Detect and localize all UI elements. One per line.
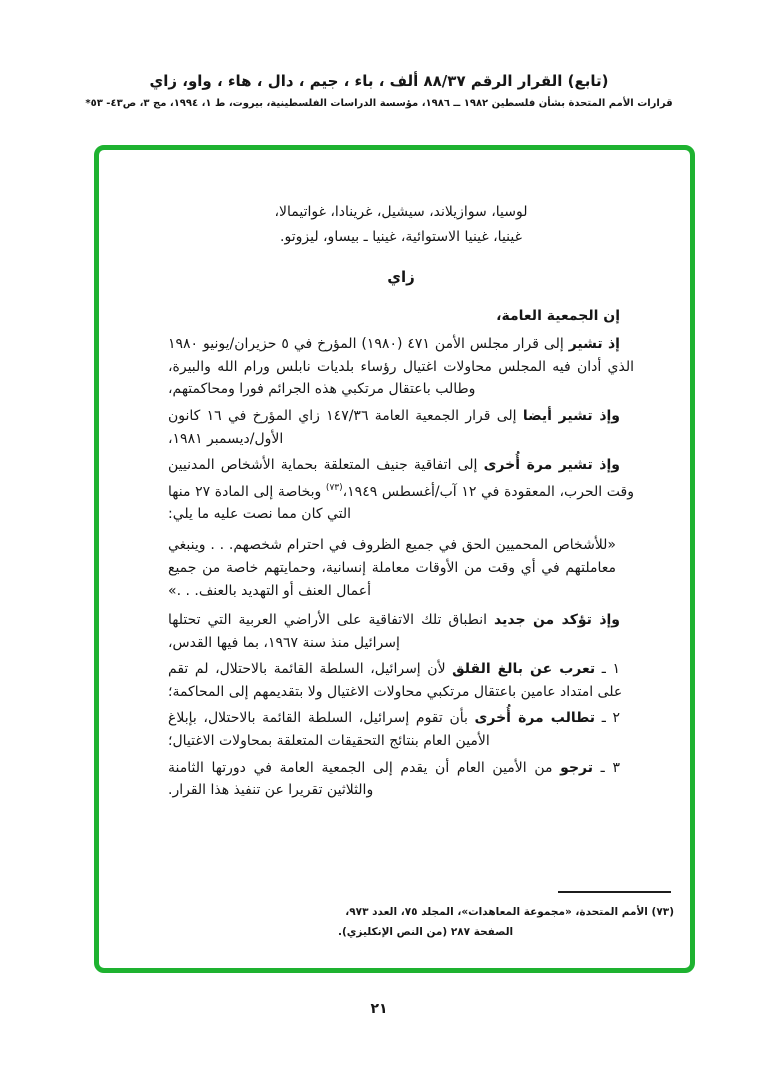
operative-2-text: بأن تقوم إسرائيل، السلطة القائمة بالاحتلال، بإبلاغ الأمين العام بنتائج التحقيقات المتعلقة بمحاولات الاغتيال؛ bbox=[168, 710, 490, 749]
operative-1-number: ١ ـ bbox=[595, 661, 620, 678]
document-body bbox=[99, 150, 690, 968]
preamble-2-lead: وإذ تشير أيضا bbox=[522, 407, 621, 424]
salutation: إن الجمعية العامة، bbox=[496, 307, 620, 324]
document-header bbox=[0, 72, 758, 109]
operative-3-number: ٣ ـ bbox=[593, 759, 620, 776]
preamble-3-lead: وإذ تشير مرة أُخرى bbox=[483, 457, 620, 474]
preamble-1-text: إلى قرار مجلس الأمن ٤٧١ (١٩٨٠) المؤرخ في ٥ حزيران/يونيو ١٩٨٠ الذي أدان فيه المجلس محاولات اغتيال رؤساء بلديات نابلس ورام الله والبيرة، وطالب باعتقال مرتكبي هذه الجرائم فورا ومحاكمتهم، bbox=[168, 336, 634, 398]
footnote-reference-73: (٧٣) bbox=[325, 482, 343, 493]
footnote-separator-rule bbox=[558, 891, 671, 893]
quoted-convention-article: «للأشخاص المحميين الحق في جميع الظروف في احترام شخصهم. . . وينبغي معاملتهم في أي وقت من الأوقات معاملة إنسانية، وحمايتهم خاصة من جميع أعمال العنف أو التهديد بالعنف. . .» bbox=[168, 536, 616, 599]
operative-1-lead: تعرب عن بالغ القلق bbox=[452, 661, 596, 678]
preamble-paragraph-1 bbox=[168, 333, 634, 401]
operative-2-number: ٢ ـ bbox=[595, 710, 620, 727]
operative-paragraph-1 bbox=[168, 658, 634, 703]
page-number: ٢١ bbox=[370, 1001, 388, 1017]
operative-3-lead: ترجو bbox=[560, 759, 594, 776]
section-heading-zay: زاي bbox=[387, 268, 415, 286]
preamble-paragraph-3 bbox=[168, 454, 634, 526]
footnote-line-1: (٧٣) الأمم المتحدة، «مجموعة المعاهدات»، المجلد ٧٥، العدد ٩٧٣، bbox=[345, 906, 674, 918]
operative-1-text: لأن إسرائيل، السلطة القائمة بالاحتلال، لم تقم على امتداد عامين باعتقال مرتكبي محاولات الاغتيال ولا بتقديمهم إلى المحاكمة؛ bbox=[168, 661, 623, 700]
preamble-paragraph-2 bbox=[168, 405, 634, 450]
countries-line-1: لوسيا، سوازيلاند، سيشيل، غرينادا، غواتيمالا، bbox=[274, 204, 528, 220]
reaffirmation-text: انطباق تلك الاتفاقية على الأراضي العربية التي تحتلها إسرائيل منذ سنة ١٩٦٧، بما فيها القدس، bbox=[168, 611, 495, 651]
preamble-2-text: إلى قرار الجمعية العامة ١٤٧/٣٦ زاي المؤرخ في ١٦ كانون الأول/ديسمبر ١٩٨١، bbox=[168, 407, 523, 447]
source-citation: قرارات الأمم المتحدة بشأن فلسطين ١٩٨٢ ــ ١٩٨٦، مؤسسة الدراسات الفلسطينية، بيروت، ط ١، ١٩٩٤، مج ٣، ص٤٣- ٥٣* bbox=[85, 98, 673, 109]
operative-paragraph-3 bbox=[168, 757, 634, 802]
reaffirmation-paragraph bbox=[168, 609, 634, 654]
green-border-frame bbox=[94, 145, 695, 973]
operative-paragraph-2 bbox=[168, 707, 634, 752]
footnote-area bbox=[168, 885, 674, 942]
countries-list bbox=[168, 200, 634, 250]
resolution-title: (تابع) القرار الرقم ٨٨/٣٧ ألف ، باء ، جيم ، دال ، هاء ، واو، زاي bbox=[149, 72, 609, 90]
operative-3-text: من الأمين العام أن يقدم إلى الجمعية العامة في دورتها الثامنة والثلاثين تقريرا عن تنفيذ هذا القرار. bbox=[168, 759, 561, 799]
reaffirmation-lead: وإذ تؤكد من جديد bbox=[494, 611, 621, 628]
preamble-1-lead: إذ تشير bbox=[568, 336, 620, 353]
footnote-line-2: الصفحة ٢٨٧ (من النص الإنكليزي). bbox=[338, 926, 514, 938]
footnote-73 bbox=[338, 902, 674, 942]
countries-line-2: غينيا، غينيا الاستوائية، غينيا ـ بيساو، ليزوتو. bbox=[280, 229, 522, 245]
operative-2-lead: تطالب مرة أُخرى bbox=[474, 710, 596, 727]
preamble-3-text-b: وبخاصة إلى المادة ٢٧ منها التي كان مما نصت عليه ما يلي: bbox=[168, 483, 352, 523]
preamble-3-text-a: إلى اتفاقية جنيف المتعلقة بحماية الأشخاص المدنيين وقت الحرب، المعقودة في ١٢ آب/أغسطس ١٩٤٩، bbox=[168, 457, 634, 500]
